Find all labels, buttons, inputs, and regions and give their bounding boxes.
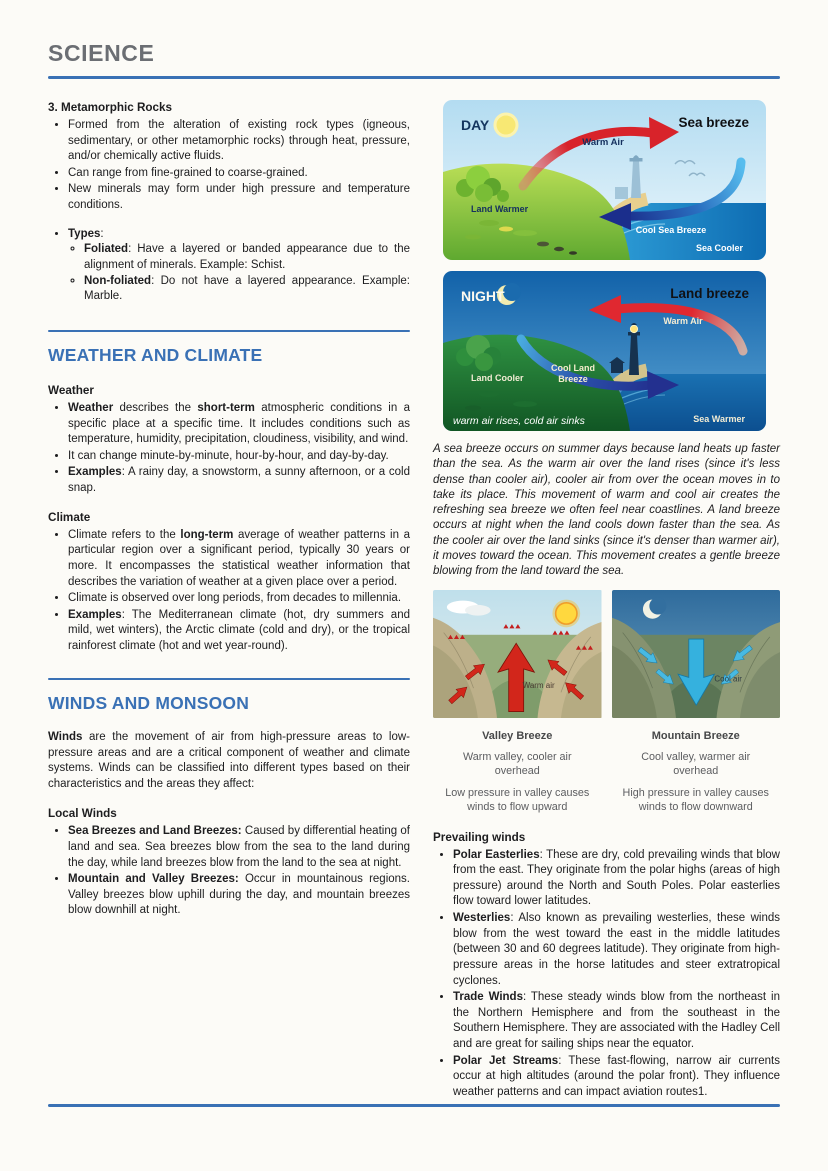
cool-land-breeze-label-1: Cool Land <box>551 363 595 373</box>
metamorphic-heading: 3. Metamorphic Rocks <box>48 101 173 114</box>
sub-bullet-item: ◦ Foliated: Have a layered or banded appearance due to the alignment of minerals. Example: Schist. <box>84 242 410 273</box>
sea-cooler-label: Sea Cooler <box>695 243 743 253</box>
bullet-item: • Westerlies: Also known as prevailing westerlies, these winds blow from the west toward the east in the middle latitudes (between 30 and 60 degrees latitude). They originate from high-pressure areas in the horse latitudes and steer extratropical cyclones. <box>453 911 780 989</box>
types-label: Types: <box>68 227 104 240</box>
valley-breeze-caption-2: Low pressure in valley causes winds to flow upward <box>445 787 590 813</box>
valley-breeze-caption-1: Warm valley, cooler air overhead <box>462 751 572 778</box>
cool-land-breeze-label-2: Breeze <box>558 374 588 384</box>
winds-monsoon-heading: WINDS AND MONSOON <box>48 693 250 714</box>
mountain-breeze-card <box>612 590 781 815</box>
sun-icon <box>495 114 517 136</box>
land-breeze-illustration <box>443 271 766 431</box>
bullet-item: • Climate is observed over long periods, from decades to millennia. <box>68 591 410 607</box>
mountain-breeze-caption-2: High pressure in valley causes winds to flow downward <box>622 787 769 813</box>
bullet-item: • Examples: The Mediterranean climate (hot, dry summers and mild, wet winters), the Arctic climate (cold and dry), or the tropical rainforest climate (hot and wet year-round). <box>68 608 410 655</box>
mountain-breeze-caption-1: Cool valley, warmer air overhead <box>641 751 751 778</box>
day-label: DAY <box>461 117 490 133</box>
section-metamorphic-rocks <box>48 100 410 305</box>
bullet-item: • New minerals may form under high pressure and temperature conditions. <box>68 182 410 213</box>
mountain-breeze-caption-title: Mountain Breeze <box>651 729 740 742</box>
climate-subheading: Climate <box>48 510 91 524</box>
left-column <box>48 100 410 1102</box>
bullet-item: • Examples: A rainy day, a snowstorm, a sunny afternoon, or a cold snap. <box>68 465 410 496</box>
weather-subheading: Weather <box>48 384 94 398</box>
figure-footnote: warm air rises, cold air sinks <box>453 415 585 427</box>
prevailing-winds-subheading: Prevailing winds <box>433 830 526 844</box>
bullet-item: • Sea Breezes and Land Breezes: Caused by differential heating of land and sea. Sea breezes blow from the sea to the land during the day, while land breezes blow from the land to the sea at night. <box>68 824 410 871</box>
land-breeze-diagram <box>443 271 766 431</box>
page-title: SCIENCE <box>48 40 155 66</box>
bullet-item: • Mountain and Valley Breezes: Occur in mountainous regions. Valley breezes blow uphill during the day, and mountain breezes blow downhill at night. <box>68 872 410 919</box>
section-rule <box>48 330 410 333</box>
land-breeze-title: Land breeze <box>670 286 749 301</box>
bullet-item: • Can range from fine-grained to coarse-grained. <box>68 166 410 182</box>
sea-breeze-title: Sea breeze <box>678 115 749 130</box>
sea-warmer-label: Sea Warmer <box>693 414 745 424</box>
content-columns <box>48 100 780 1102</box>
valley-breeze-image <box>433 590 602 718</box>
bullet-item: • It can change minute-by-minute, hour-by-hour, and day-by-day. <box>68 449 410 465</box>
section-prevailing-winds <box>433 830 780 1101</box>
bullet-item: • Weather describes the short-term atmospheric conditions in a specific place at a specific time. It includes conditions such as temperature, humidity, precipitation, cloudiness, visibility, and wind. <box>68 401 410 448</box>
breeze-explanation-paragraph: A sea breeze occurs on summer days because land heats up faster than the sea. As the warm air over the land rises (since it's less dense than cooler air), cooler air from over the ocean moves in to take its place. This movement of warm and cool air creates the refreshing sea breeze we often feel near coastlines. A land breeze occurs at night when the land cools down faster than the sea. As the cooler air over the land sinks (since it's denser than warmer air), it moves toward the ocean. This movement creates a gentle breeze blowing from the land toward the sea. <box>433 443 780 578</box>
mountain-breeze-image <box>612 590 781 718</box>
sea-breeze-diagram <box>443 100 766 260</box>
bullet-item: • Polar Jet Streams: These fast-flowing, narrow air currents occur at high altitudes (around the polar front). They influence weather patterns and can impact aviation routes1. <box>453 1054 780 1101</box>
bullet-item: • Climate refers to the long-term average of weather patterns in a particular region over a significant period, typically 30 years or more. It encompasses the statistical weather information that describes the variation of weather at a given place over a period. <box>68 528 410 591</box>
right-column <box>433 100 780 1102</box>
footer-rule <box>48 1104 780 1107</box>
land-cooler-label: Land Cooler <box>471 373 524 383</box>
warm-air-label: Warm Air <box>663 316 703 326</box>
cool-air-label: Cool air <box>713 674 742 684</box>
winds-intro-paragraph: Winds are the movement of air from high-pressure areas to low-pressure areas and are a critical component of weather and climate systems. Winds can be classified into different types based on their characteristics and the areas they affect: <box>48 730 410 790</box>
valley-breeze-caption-title: Valley Breeze <box>482 729 553 742</box>
night-label: NIGHT <box>461 288 505 304</box>
sub-bullet-item: ◦ Non-foliated: Do not have a layered appearance. Example: Marble. <box>84 274 410 305</box>
warm-air-label: Warm air <box>522 680 555 690</box>
warm-air-label: Warm Air <box>582 137 624 148</box>
local-winds-subheading: Local Winds <box>48 807 117 821</box>
section-winds-monsoon <box>48 692 410 919</box>
breeze-image-row <box>433 590 780 815</box>
bullet-item: • Polar Easterlies: These are dry, cold prevailing winds that blow from the east. They originate from the polar highs (areas of high pressure) around the North and South Poles. Polar easterlies flow toward lower latitudes. <box>453 848 780 911</box>
weather-climate-heading: WEATHER AND CLIMATE <box>48 345 263 366</box>
header-rule <box>48 76 780 79</box>
land-warmer-label: Land Warmer <box>471 204 529 214</box>
cool-sea-breeze-label: Cool Sea Breeze <box>635 225 707 235</box>
section-rule <box>48 678 410 681</box>
bullet-item: • Formed from the alteration of existing rock types (igneous, sedimentary, or other metamorphic rocks) through heat, pressure, and/or chemically active fluids. <box>68 118 410 165</box>
valley-breeze-card <box>433 590 602 815</box>
sea-breeze-illustration <box>443 100 766 260</box>
bullet-item: • Trade Winds: These steady winds blow from the northeast in the Northern Hemisphere and from the southeast in the Southern Hemisphere. They are associated with the Hadley Cell and are great for sailing ships near the equator. <box>453 990 780 1053</box>
section-weather-climate <box>48 344 410 654</box>
bullet-item-types <box>68 227 410 305</box>
